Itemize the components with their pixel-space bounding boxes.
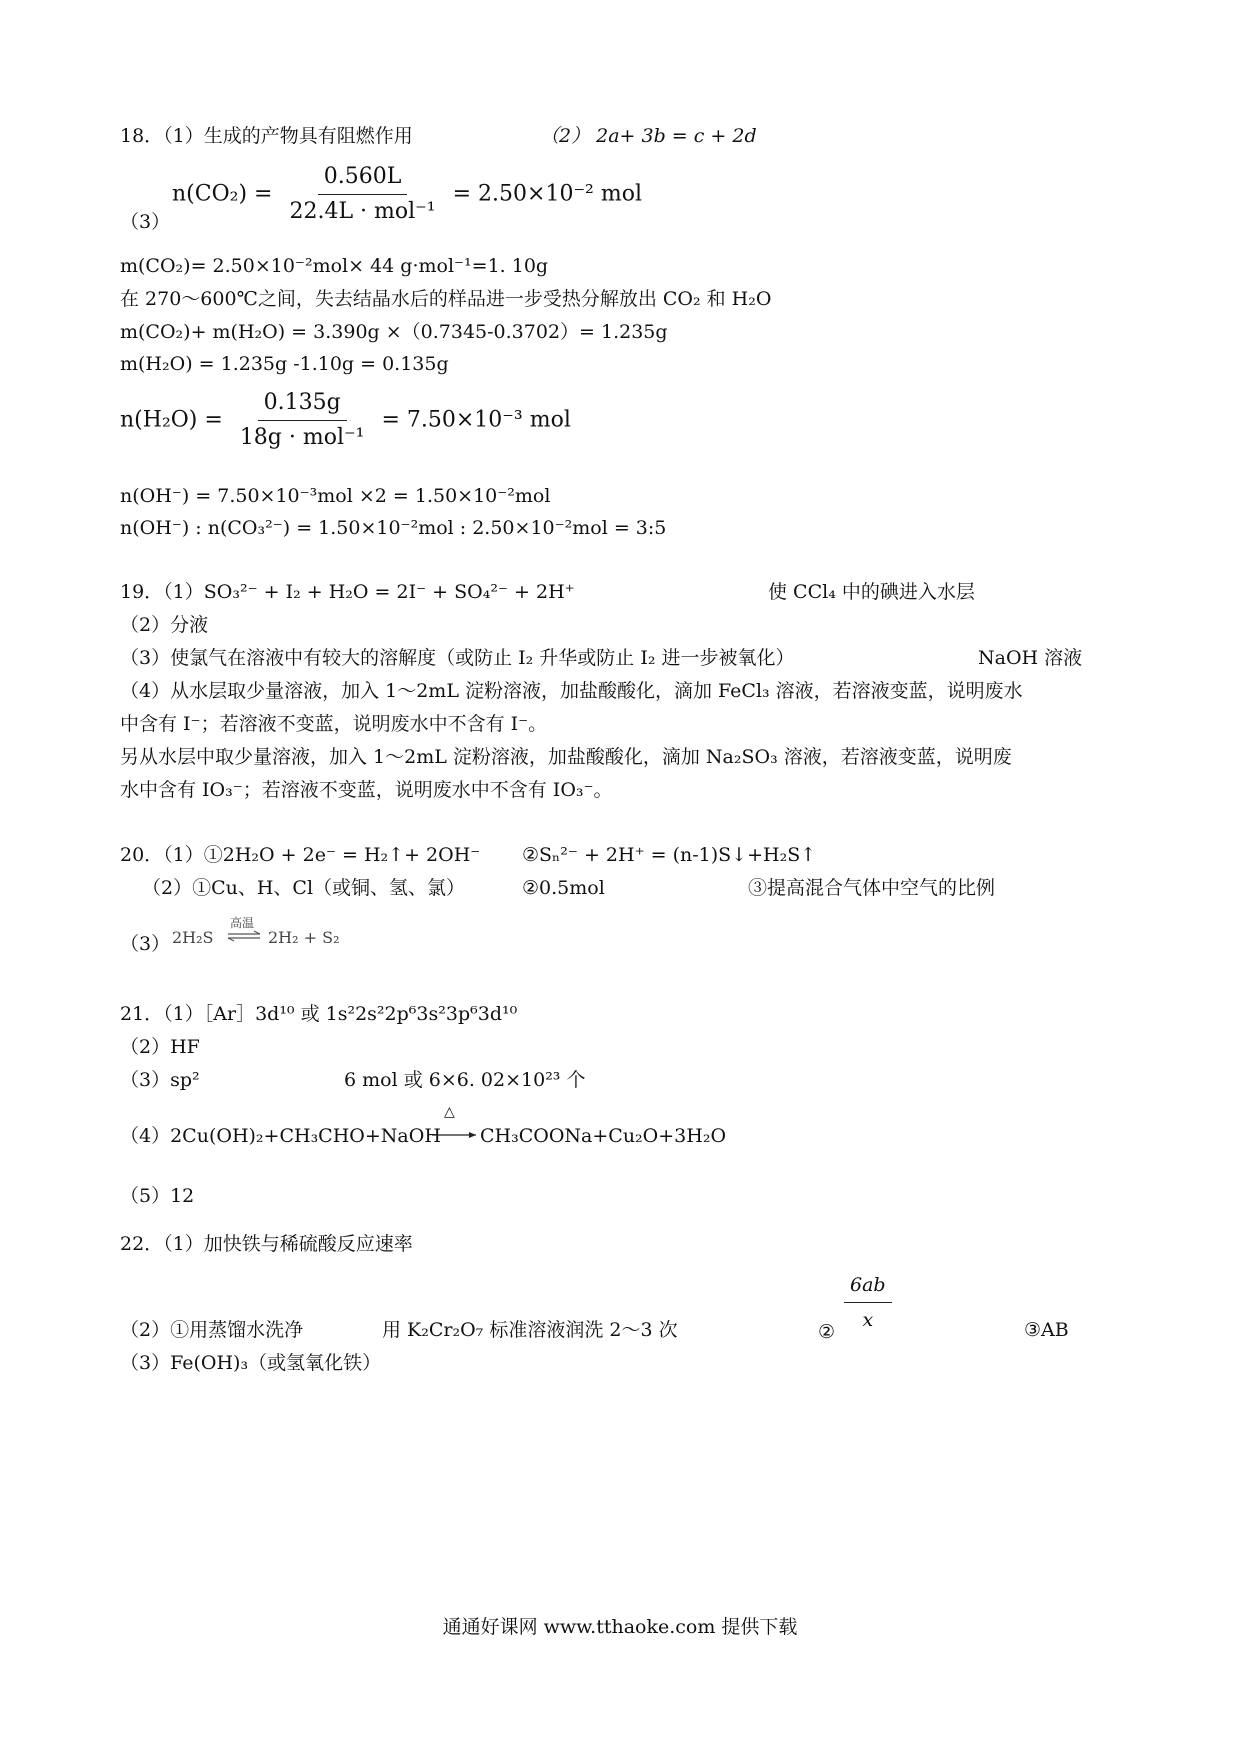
- q19-line3a: （3）使氯气在溶液中有较大的溶解度（或防止 I₂ 升华或防止 I₂ 进一步被氧化）: [120, 647, 795, 669]
- q22-fraction-numerator: 6ab: [844, 1270, 892, 1303]
- q18-f2-left: n(H₂O) =: [120, 407, 223, 433]
- q22-line2d: ③AB: [1024, 1319, 1069, 1341]
- q20-line2c: ③提高混合气体中空气的比例: [748, 877, 996, 899]
- q20-line2b: ②0.5mol: [522, 877, 605, 899]
- q21-line3a: （3）sp²: [120, 1069, 200, 1091]
- q18-f1-numerator: 0.560L: [318, 162, 408, 195]
- q21-reaction-arrow-icon: [432, 1130, 478, 1140]
- q20-line2a: （2）①Cu、H、Cl（或铜、氢、氯）: [142, 877, 466, 899]
- q18-f2-fraction: [234, 388, 371, 453]
- q22-line2b: 用 K₂Cr₂O₇ 标准溶液润洗 2～3 次: [382, 1319, 678, 1341]
- q19-line7: 水中含有 IO₃⁻；若溶液不变蓝，说明废水中不含有 IO₃⁻。: [120, 779, 613, 801]
- q22-fraction-denominator: x: [862, 1309, 874, 1331]
- q18-f1-fraction: [283, 162, 441, 227]
- q18-f2-right: = 7.50×10⁻³ mol: [381, 407, 571, 433]
- q18-line4: m(CO₂)+ m(H₂O) = 3.390g ×（0.7345-0.3702）= 1.235g: [120, 321, 668, 343]
- q20-line1a: 20．（1）①2H₂O + 2e⁻ = H₂↑+ 2OH⁻: [120, 844, 481, 866]
- q19-line1b: 使 CCl₄ 中的碘进入水层: [768, 581, 975, 603]
- q18-line6: n(OH⁻) = 7.50×10⁻³mol ×2 = 1.50×10⁻²mol: [120, 485, 551, 507]
- q21-line4-left: （4）2Cu(OH)₂+CH₃CHO+NaOH: [120, 1125, 441, 1147]
- q21-line4-right: CH₃COONa+Cu₂O+3H₂O: [480, 1125, 727, 1147]
- q20-reaction-right: 2H₂ + S₂: [268, 928, 340, 947]
- q20-line1b: ②Sₙ²⁻ + 2H⁺ = (n-1)S↓+H₂S↑: [522, 844, 817, 866]
- q18-f2-denominator: 18g · mol⁻¹: [239, 425, 365, 450]
- q18-line2: m(CO₂)= 2.50×10⁻²mol× 44 g·mol⁻¹=1. 10g: [120, 255, 549, 277]
- q21-line3b: 6 mol 或 6×6. 02×10²³ 个: [344, 1069, 586, 1091]
- q22-line3: （3）Fe(OH)₃（或氢氧化铁）: [120, 1352, 382, 1374]
- q18-f2-numerator: 0.135g: [258, 388, 347, 421]
- q19-line5: 中含有 I⁻；若溶液不变蓝，说明废水中不含有 I⁻。: [120, 713, 548, 735]
- q18-part3-label: （3）: [120, 211, 171, 233]
- q19-line3b: NaOH 溶液: [978, 647, 1083, 669]
- q18-line1a: 18．（1）生成的产物具有阻燃作用: [120, 125, 413, 147]
- q19-line2: （2）分液: [120, 614, 209, 636]
- q18-line7: n(OH⁻) : n(CO₃²⁻) = 1.50×10⁻²mol : 2.50×10⁻²mol = 3:5: [120, 517, 667, 539]
- q21-line5: （5）12: [120, 1185, 195, 1207]
- q20-reaction-left: 2H₂S: [172, 928, 214, 947]
- q18-line5: m(H₂O) = 1.235g -1.10g = 0.135g: [120, 353, 449, 375]
- q20-line3-label: （3）: [120, 933, 171, 955]
- q22-line1: 22．（1）加快铁与稀硫酸反应速率: [120, 1233, 413, 1255]
- q21-line1: 21．（1）［Ar］3d¹⁰ 或 1s²2s²2p⁶3s²3p⁶3d¹⁰: [120, 1003, 518, 1025]
- q18-f1-denominator: 22.4L · mol⁻¹: [289, 199, 436, 224]
- q21-line2: （2）HF: [120, 1036, 200, 1058]
- q19-line4: （4）从水层取少量溶液，加入 1～2mL 淀粉溶液，加盐酸酸化，滴加 FeCl₃ 溶液，若溶液变蓝，说明废水: [120, 680, 1023, 702]
- q18-line1b: （2） 2a+ 3b = c + 2d: [540, 125, 757, 147]
- q22-fraction: [840, 1270, 896, 1335]
- q20-reaction-condition: 高温: [230, 916, 255, 930]
- q18-line3: 在 270～600℃之间，失去结晶水后的样品进一步受热分解放出 CO₂ 和 H₂O: [120, 288, 772, 310]
- q22-line2c: ②: [818, 1321, 836, 1343]
- q22-fraction-inner: [844, 1270, 892, 1335]
- q21-heat-condition: △: [444, 1104, 455, 1120]
- q22-line2a: （2）①用蒸馏水洗净: [120, 1319, 304, 1341]
- q18-formula-co2: [172, 162, 642, 227]
- q19-line1a: 19．（1）SO₃²⁻ + I₂ + H₂O = 2I⁻ + SO₄²⁻ + 2H⁺: [120, 581, 575, 603]
- q18-formula-h2o: [120, 388, 571, 453]
- q18-f1-right: = 2.50×10⁻² mol: [452, 181, 643, 207]
- page-footer: 通通好课网 www.tthaoke.com 提供下载: [442, 1616, 798, 1638]
- q18-f1-left: n(CO₂) =: [172, 181, 273, 207]
- q20-equilibrium-arrow-icon: [226, 930, 262, 942]
- q19-line6: 另从水层中取少量溶液，加入 1～2mL 淀粉溶液，加盐酸酸化，滴加 Na₂SO₃ 溶液，若溶液变蓝，说明废: [120, 746, 1012, 768]
